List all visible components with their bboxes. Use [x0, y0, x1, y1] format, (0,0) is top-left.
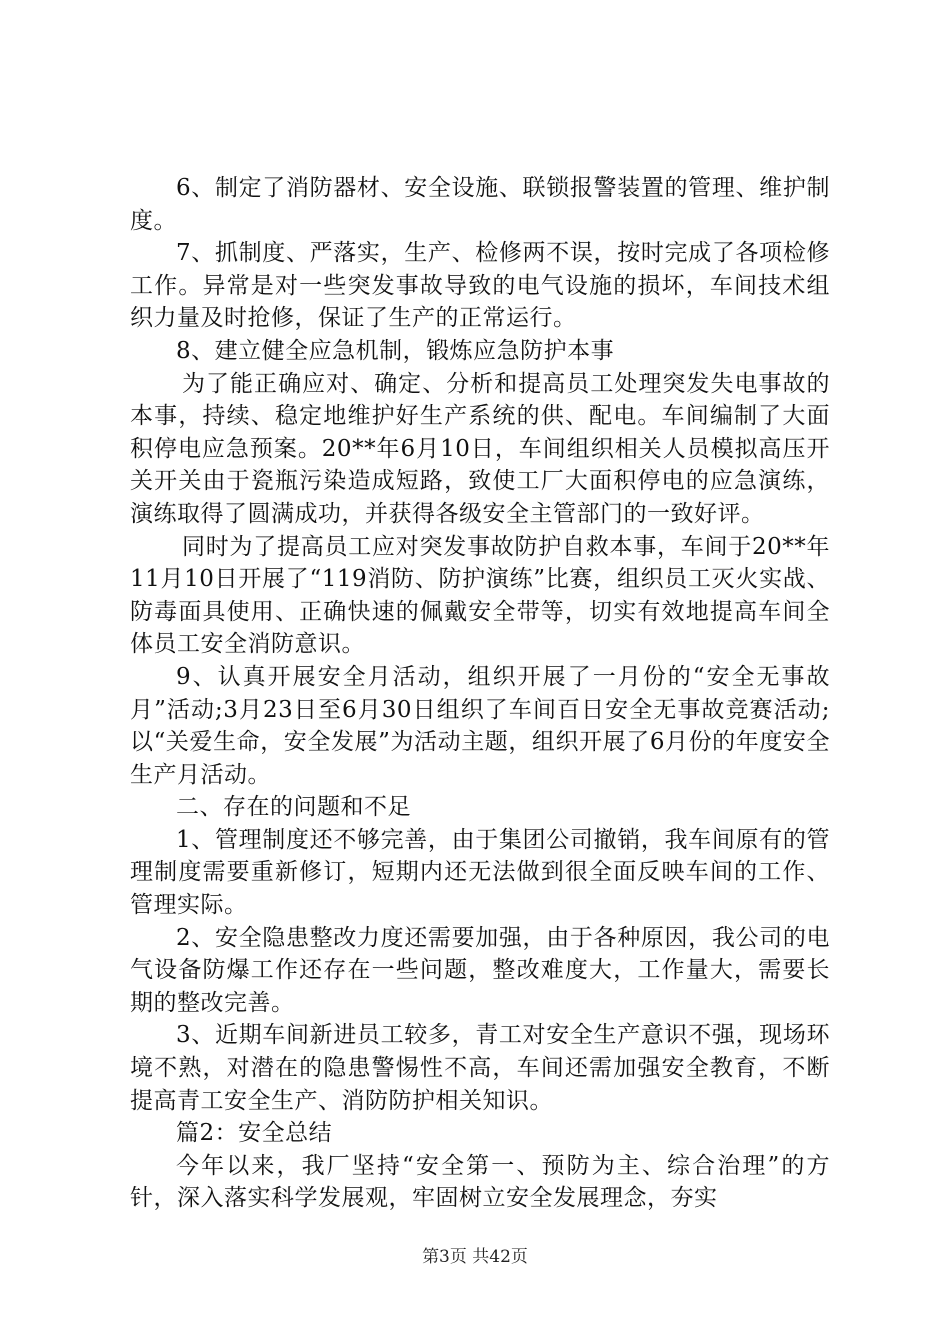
section-heading-part2: 篇2：安全总结: [176, 1120, 333, 1147]
paragraph-problem-1: 1、管理制度还不够完善，由于集团公司撤销，我车间原有的管理制度需要重新修订，短期内还无法做到很全面反映车间的工作、管理实际。: [130, 826, 830, 919]
page-number-footer: 第3页 共42页: [422, 1247, 528, 1267]
section-heading-problems: 二、存在的问题和不足: [176, 794, 411, 821]
paragraph-item-8: 8、建立健全应急机制，锻炼应急防护本事: [176, 337, 615, 364]
paragraph-item-6: 6、制定了消防器材、安全设施、联锁报警装置的管理、维护制度。: [130, 175, 830, 234]
document-body: [130, 172, 830, 1215]
paragraph-fire-drill: 同时为了提高员工应对突发事故防护自救本事，车间于20**年11月10日开展了“119消防、防护演练”比赛，组织员工灭火实战、防毒面具使用、正确快速的佩戴安全带等，切实有效地提高车间全体员工安全消防意识。: [130, 533, 830, 658]
paragraph-part2-intro: 今年以来，我厂坚持“安全第一、预防为主、综合治理”的方针，深入落实科学发展观，牢固树立安全发展理念，夯实: [130, 1152, 830, 1212]
paragraph-item-9: 9、认真开展安全月活动，组织开展了一月份的“安全无事故月”活动;3月23日至6月30日组织了车间百日安全无事故竞赛活动;以“关爱生命，安全发展”为活动主题，组织开展了6月份的年度安全生产月活动。: [130, 663, 830, 788]
paragraph-emergency-drill: 为了能正确应对、确定、分析和提高员工处理突发失电事故的本事，持续、稳定地维护好生产系统的供、配电。车间编制了大面积停电应急预案。20**年6月10日，车间组织相关人员模拟高压开关开关由于瓷瓶污染造成短路，致使工厂大面积停电的应急演练，演练取得了圆满成功，并获得各级安全主管部门的一致好评。: [130, 370, 830, 527]
paragraph-item-7: 7、抓制度、严落实，生产、检修两不误，按时完成了各项检修工作。异常是对一些突发事故导致的电气设施的损坏，车间技术组织力量及时抢修，保证了生产的正常运行。: [130, 240, 830, 332]
paragraph-problem-3: 3、近期车间新进员工较多，青工对安全生产意识不强，现场环境不熟，对潜在的隐患警惕性不高，车间还需加强安全教育，不断提高青工安全生产、消防防护相关知识。: [130, 1022, 830, 1114]
paragraph-problem-2: 2、安全隐患整改力度还需要加强，由于各种原因，我公司的电气设备防爆工作还存在一些问题，整改难度大，工作量大，需要长期的整改完善。: [130, 924, 830, 1016]
